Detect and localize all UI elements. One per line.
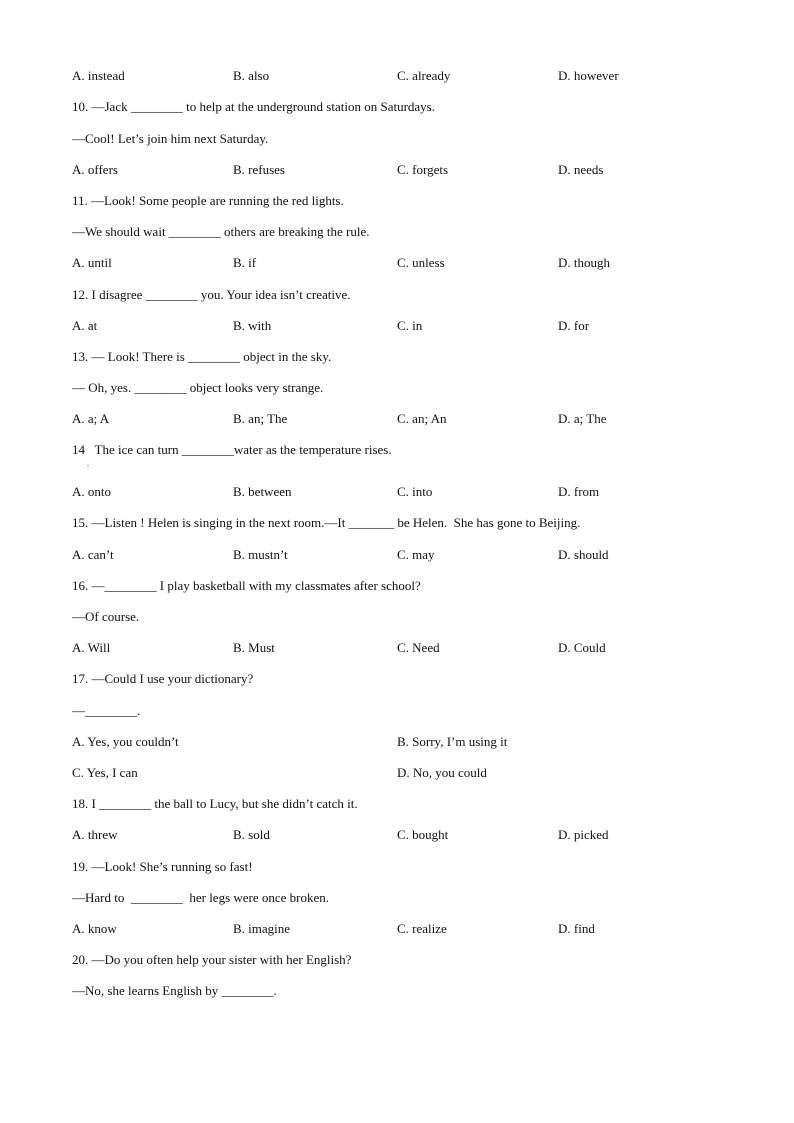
q19-option-b: B. imagine	[233, 921, 291, 936]
q15-stem: 15. —Listen ! Helen is singing in the next room.—It _______ be Helen. She has gone to Beijing.	[72, 515, 581, 530]
q11-stem: 11. —Look! Some people are running the red lights.	[72, 193, 344, 208]
q10-response: —Cool! Let’s join him next Saturday.	[72, 131, 269, 146]
q12-option-c: C. in	[397, 318, 423, 333]
q19-option-c: C. realize	[397, 921, 447, 936]
q12-stem: 12. I disagree ________ you. Your idea isn’t creative.	[72, 287, 351, 302]
q14-option-c: C. into	[397, 484, 433, 499]
q18-option-c: C. bought	[397, 827, 449, 842]
q9-option-b: B. also	[233, 68, 270, 83]
q14-option-b: B. between	[233, 484, 292, 499]
q19-option-d: D. find	[558, 921, 595, 936]
q15-option-b: B. mustn’t	[233, 547, 288, 562]
q13-response: — Oh, yes. ________ object looks very strange.	[72, 380, 324, 395]
q9-option-d: D. however	[558, 68, 619, 83]
q17-option-a: A. Yes, you couldn’t	[72, 734, 179, 749]
q17-option-d: D. No, you could	[397, 765, 487, 780]
q17-stem: 17. —Could I use your dictionary?	[72, 671, 254, 686]
q16-option-d: D. Could	[558, 640, 606, 655]
q11-option-d: D. though	[558, 255, 610, 270]
q15-option-d: D. should	[558, 547, 609, 562]
q16-option-a: A. Will	[72, 640, 111, 655]
q14-stray-dot: .	[87, 459, 89, 468]
q12-option-b: B. with	[233, 318, 272, 333]
q9-option-c: C. already	[397, 68, 451, 83]
q13-stem: 13. — Look! There is ________ object in the sky.	[72, 349, 332, 364]
q14-option-d: D. from	[558, 484, 600, 499]
q16-response: —Of course.	[72, 609, 140, 624]
q15-option-c: C. may	[397, 547, 435, 562]
q20-stem: 20. —Do you often help your sister with her English?	[72, 952, 352, 967]
q11-option-b: B. if	[233, 255, 257, 270]
q16-stem: 16. —________ I play basketball with my classmates after school?	[72, 578, 421, 593]
q18-option-a: A. threw	[72, 827, 118, 842]
q13-option-b: B. an; The	[233, 411, 288, 426]
q16-option-b: B. Must	[233, 640, 275, 655]
q18-stem: 18. I ________ the ball to Lucy, but she didn’t catch it.	[72, 796, 358, 811]
q13-option-a: A. a; A	[72, 411, 110, 426]
q10-option-c: C. forgets	[397, 162, 449, 177]
q17-option-c: C. Yes, I can	[72, 765, 138, 780]
q12-option-d: D. for	[558, 318, 590, 333]
q11-response: —We should wait ________ others are breaking the rule.	[72, 224, 370, 239]
q17-response: —________.	[72, 703, 141, 718]
q10-option-a: A. offers	[72, 162, 118, 177]
q9-option-a: A. instead	[72, 68, 125, 83]
q17-option-b: B. Sorry, I’m using it	[397, 734, 508, 749]
q18-option-b: B. sold	[233, 827, 270, 842]
q13-option-c: C. an; An	[397, 411, 447, 426]
q16-option-c: C. Need	[397, 640, 440, 655]
q19-response: —Hard to ________ her legs were once broken.	[72, 890, 330, 905]
q10-option-b: B. refuses	[233, 162, 285, 177]
q19-stem: 19. —Look! She’s running so fast!	[72, 859, 253, 874]
q11-option-c: C. unless	[397, 255, 445, 270]
q13-option-d: D. a; The	[558, 411, 607, 426]
q18-option-d: D. picked	[558, 827, 609, 842]
q12-option-a: A. at	[72, 318, 98, 333]
q19-option-a: A. know	[72, 921, 117, 936]
q15-option-a: A. can’t	[72, 547, 114, 562]
q11-option-a: A. until	[72, 255, 112, 270]
q14-option-a: A. onto	[72, 484, 111, 499]
q10-option-d: D. needs	[558, 162, 604, 177]
q20-response: —No, she learns English by ________.	[72, 983, 277, 998]
q14-stem: 14 The ice can turn ________water as the temperature rises.	[72, 442, 392, 457]
q10-stem: 10. —Jack ________ to help at the underground station on Saturdays.	[72, 99, 435, 114]
